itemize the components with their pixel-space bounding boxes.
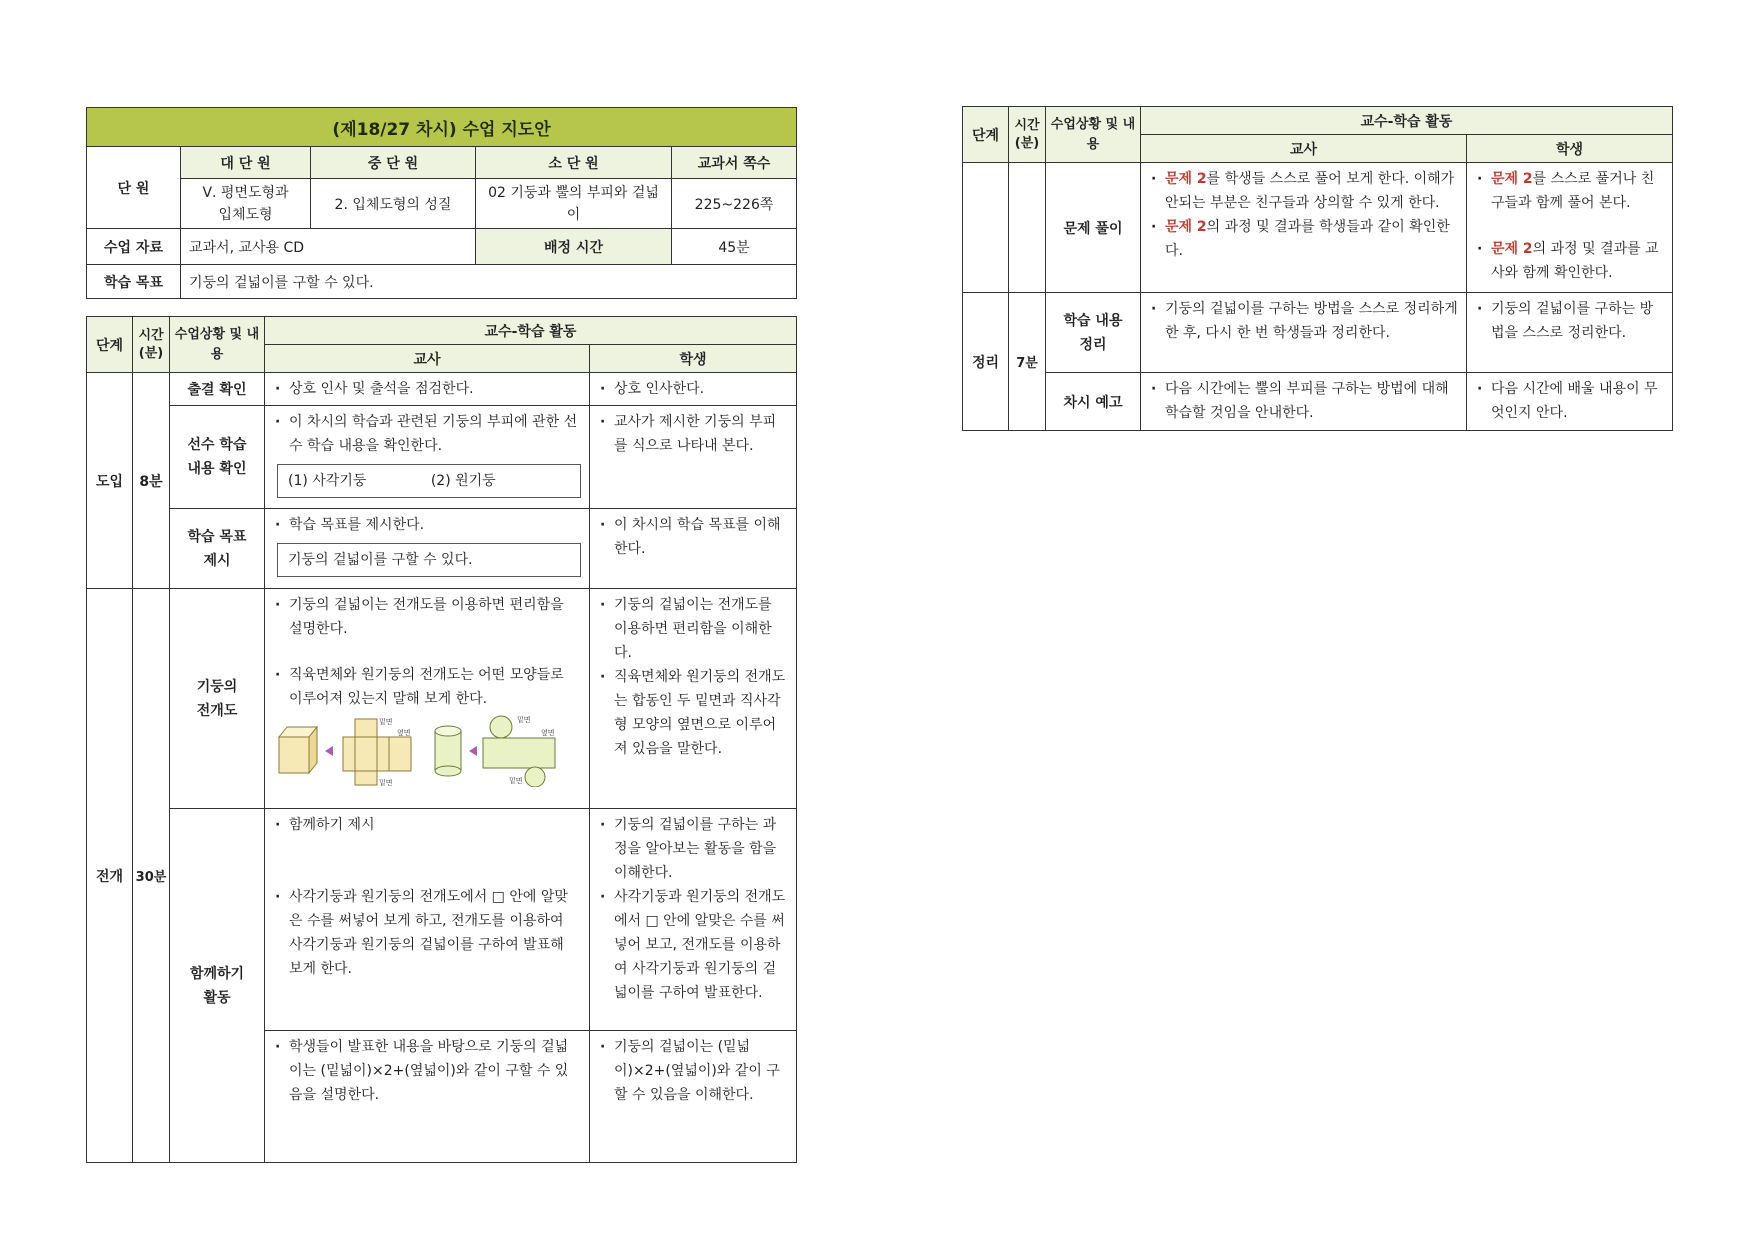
dev-stage: 전개 xyxy=(87,589,133,1163)
together-student xyxy=(590,809,797,1031)
prior-learning-teacher-text: · 이 차시의 학습과 관련된 기둥의 부피에 관한 선수 학습 내용을 확인한다. xyxy=(273,410,581,458)
together-teacher-text-2: · 사각기둥과 원기둥의 전개도에서 □ 안에 알맞은 수를 써넣어 보게 하고, 전개도를 이용하여 사각기둥과 원기둥의 겉넓이를 구하여 발표해 보게 한다. xyxy=(273,885,581,981)
teacher-header-2: 교사 xyxy=(1141,135,1467,163)
problem-teacher xyxy=(1141,163,1467,293)
small-unit-header: 소 단 원 xyxy=(476,147,672,179)
attendance-student xyxy=(590,373,797,406)
next-label: 차시 예고 xyxy=(1046,373,1141,431)
attendance-teacher xyxy=(265,373,590,406)
attendance-student-text: · 상호 인사한다. xyxy=(598,377,788,401)
formula-student-text: · 기둥의 겉넓이는 (밑넓이)×2+(옆넓이)와 같이 구할 수 있음을 이해한다. xyxy=(598,1035,788,1107)
problem-keyword: 문제 2 xyxy=(1491,241,1533,257)
student-header: 학생 xyxy=(590,345,797,373)
prior-learning-student-text: · 교사가 제시한 기둥의 부피를 식으로 나타내 본다. xyxy=(598,410,788,458)
goal-present-student xyxy=(590,509,797,589)
attendance-label: 출결 확인 xyxy=(170,373,265,406)
goal-present-teacher-text: · 학습 목표를 제시한다. xyxy=(273,513,581,537)
goal-present-teacher xyxy=(265,509,590,589)
large-unit-header: 대 단 원 xyxy=(181,147,311,179)
summary-teacher xyxy=(1141,293,1467,373)
cyl-base-label-bottom: 밑면 xyxy=(509,777,523,785)
materials-label: 수업 자료 xyxy=(87,229,181,265)
stage-header-2: 단계 xyxy=(963,107,1009,163)
intro-stage: 도입 xyxy=(87,373,133,589)
together-teacher-text-1: · 함께하기 제시 xyxy=(273,813,581,837)
problem-student-item-2 xyxy=(1475,237,1664,285)
lesson-flow-table xyxy=(86,316,797,1163)
teacher-header: 교사 xyxy=(265,345,590,373)
unit-label: 단 원 xyxy=(87,147,181,229)
problem-teacher-text-1: 를 학생들 스스로 풀어 보게 한다. 이해가 안되는 부분은 친구들과 상의할 수 있게 한다. xyxy=(1165,171,1455,211)
net-student xyxy=(590,589,797,809)
prior-learning-box xyxy=(277,464,581,498)
goal-value: 기둥의 겉넓이를 구할 수 있다. xyxy=(181,265,797,299)
time-value: 45분 xyxy=(672,229,797,265)
together-student-text-2: · 사각기둥과 원기둥의 전개도에서 □ 안에 알맞은 수를 써넣어 보고, 전개도를 이용하여 사각기둥과 원기둥의 겉넓이를 구하여 발표한다. xyxy=(598,885,788,1005)
stage-header: 단계 xyxy=(87,317,133,373)
activity-header-2: 교수-학습 활동 xyxy=(1141,107,1673,135)
cyl-base-label-top: 밑면 xyxy=(517,716,531,724)
time-header: 시간 (분) xyxy=(133,317,170,373)
problem-keyword: 문제 2 xyxy=(1491,171,1533,187)
net-student-text-2: · 직육면체와 원기둥의 전개도는 합동인 두 밑면과 직사각형 모양의 옆면으로 이루어져 있음을 말한다. xyxy=(598,665,788,761)
prior-learning-teacher xyxy=(265,406,590,509)
problem-student-item-1 xyxy=(1475,167,1664,215)
problem-teacher-item-1 xyxy=(1149,167,1458,215)
prior-learning-student xyxy=(590,406,797,509)
goal-label: 학습 목표 xyxy=(87,265,181,299)
activity-header: 교수-학습 활동 xyxy=(265,317,797,345)
content-header-2: 수업상황 및 내용 xyxy=(1046,107,1141,163)
cube-figure xyxy=(279,727,317,773)
next-teacher-text: · 다음 시간에는 뿔의 부피를 구하는 방법에 대해 학습할 것임을 안내한다. xyxy=(1149,377,1458,425)
problem-student xyxy=(1467,163,1673,293)
materials-value: 교과서, 교사용 CD xyxy=(181,229,476,265)
prism-item: (1) 사각기둥 xyxy=(288,473,367,489)
net-side-label: 옆면 xyxy=(397,729,411,737)
net-label: 기둥의 전개도 xyxy=(170,589,265,809)
problem-stage-empty xyxy=(963,163,1009,293)
plan-info-table xyxy=(86,107,797,299)
summary-teacher-text: · 기둥의 겉넓이를 구하는 방법을 스스로 정리하게 한 후, 다시 한 번 학생들과 정리한다. xyxy=(1149,297,1458,345)
problem-time-empty xyxy=(1009,163,1046,293)
plan-title: (제18/27 차시) 수업 지도안 xyxy=(87,108,797,147)
net-base-label-bottom: 밑면 xyxy=(379,779,393,787)
next-teacher xyxy=(1141,373,1467,431)
time-label: 배정 시간 xyxy=(476,229,672,265)
formula-teacher-text: · 학생들이 발표한 내용을 바탕으로 기둥의 겉넓이는 (밑넓이)×2+(옆넓이)와 같이 구할 수 있음을 설명한다. xyxy=(273,1035,581,1107)
dev-time: 30분 xyxy=(133,589,170,1163)
net-figures xyxy=(273,715,583,787)
together-student-text-1: · 기둥의 겉넓이를 구하는 과정을 알아보는 활동을 함을 이해한다. xyxy=(598,813,788,885)
problem-student-text-1: 를 스스로 풀거나 친구들과 함께 풀어 본다. xyxy=(1491,171,1655,211)
problem-keyword: 문제 2 xyxy=(1165,171,1207,187)
together-teacher xyxy=(265,809,590,1031)
summary-student-text: · 기둥의 겉넓이를 구하는 방법을 스스로 정리한다. xyxy=(1475,297,1664,345)
problem-teacher-item-2 xyxy=(1149,215,1458,263)
net-base-label-top: 밑면 xyxy=(379,718,393,726)
goal-box: 기둥의 겉넓이를 구할 수 있다. xyxy=(277,543,581,577)
next-student-text: · 다음 시간에 배울 내용이 무엇인지 안다. xyxy=(1475,377,1664,425)
wrap-stage: 정리 xyxy=(963,293,1009,431)
goal-present-label: 학습 목표 제시 xyxy=(170,509,265,589)
prior-learning-label: 선수 학습 내용 확인 xyxy=(170,406,265,509)
summary-label: 학습 내용 정리 xyxy=(1046,293,1141,373)
problem-teacher-text-2: 의 과정 및 결과를 학생들과 같이 확인한다. xyxy=(1165,219,1450,259)
pages-header: 교과서 쪽수 xyxy=(672,147,797,179)
cylinder-item: (2) 원기둥 xyxy=(430,473,496,489)
mid-unit-header: 중 단 원 xyxy=(311,147,476,179)
formula-student xyxy=(590,1031,797,1163)
problem-keyword: 문제 2 xyxy=(1165,219,1207,235)
formula-teacher xyxy=(265,1031,590,1163)
arrow-icon-2 xyxy=(469,746,477,756)
net-teacher-text-1: · 기둥의 겉넓이는 전개도를 이용하면 편리함을 설명한다. xyxy=(273,593,581,641)
problem-label: 문제 풀이 xyxy=(1046,163,1141,293)
content-header: 수업상황 및 내용 xyxy=(170,317,265,373)
large-unit-value: Ⅴ. 평면도형과 입체도형 xyxy=(181,179,311,229)
cyl-side-label: 옆면 xyxy=(541,729,555,737)
net-teacher-text-2: · 직육면체와 원기둥의 전개도는 어떤 모양들로 이루어져 있는지 말해 보게 한다. xyxy=(273,663,581,711)
net-student-text-1: · 기둥의 겉넓이는 전개도를 이용하면 편리함을 이해한다. xyxy=(598,593,788,665)
together-label: 함께하기 활동 xyxy=(170,809,265,1163)
summary-student xyxy=(1467,293,1673,373)
arrow-icon-1 xyxy=(325,746,333,756)
time-header-2: 시간 (분) xyxy=(1009,107,1046,163)
problem-student-text-2: 의 과정 및 결과를 교사와 함께 확인한다. xyxy=(1491,241,1659,281)
attendance-teacher-text: · 상호 인사 및 출석을 점검한다. xyxy=(273,377,581,401)
student-header-2: 학생 xyxy=(1467,135,1673,163)
net-teacher xyxy=(265,589,590,809)
wrap-time: 7분 xyxy=(1009,293,1046,431)
goal-present-student-text: · 이 차시의 학습 목표를 이해한다. xyxy=(598,513,788,561)
small-unit-value: 02 기둥과 뿔의 부피와 겉넓이 xyxy=(476,179,672,229)
intro-time: 8분 xyxy=(133,373,170,589)
next-student xyxy=(1467,373,1673,431)
lesson-flow-table-continued xyxy=(962,106,1673,431)
mid-unit-value: 2. 입체도형의 성질 xyxy=(311,179,476,229)
cylinder-figure xyxy=(435,726,461,776)
pages-value: 225~226쪽 xyxy=(672,179,797,229)
